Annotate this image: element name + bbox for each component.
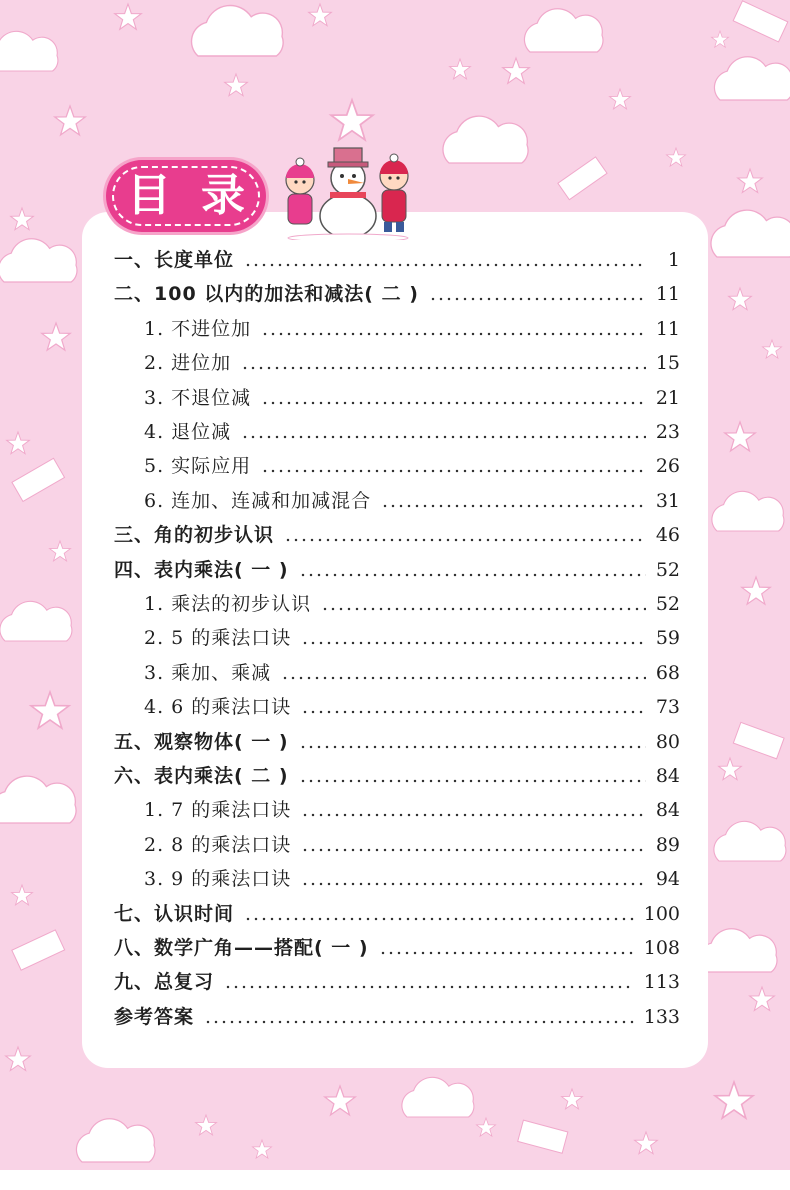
toc-page-number: 46 [655,524,680,547]
toc-chapter-entry[interactable] [114,243,680,273]
toc-entry-label: 2. 5 的乘法口诀 [144,627,292,650]
toc-section-entry[interactable] [144,449,680,479]
toc-dot-leader [299,573,646,577]
toc-section-entry[interactable] [144,862,680,892]
toc-entry-label: 五、观察物体( 一 ) [114,730,289,753]
toc-dot-leader [241,366,646,370]
snowman-kids-illustration [268,140,418,240]
toc-entry-label: 2. 进位加 [144,352,232,375]
toc-page-number: 59 [655,627,680,650]
toc-page-number: 15 [655,352,680,375]
toc-page-number: 94 [655,868,680,891]
toc-dot-leader [301,641,646,645]
toc-dot-leader [224,985,634,989]
toc-section-entry[interactable] [144,621,680,651]
toc-entry-label: 3. 乘加、乘减 [144,661,272,684]
title-char-1: 目 [127,170,171,221]
toc-dot-leader [241,435,646,439]
bottom-margin [0,1170,790,1190]
toc-page-number: 108 [643,937,680,959]
toc-entry-label: 九、总复习 [114,971,215,994]
toc-section-entry[interactable] [144,828,680,858]
toc-page-number: 11 [655,317,680,340]
toc-entry-label: 七、认识时间 [114,902,235,925]
toc-chapter-entry[interactable] [114,931,680,961]
toc-dot-leader [429,297,646,301]
toc-dot-leader [301,710,646,714]
toc-chapter-entry[interactable] [114,553,680,583]
toc-section-entry[interactable] [144,346,680,376]
toc-section-entry[interactable] [144,793,680,823]
toc-entry-label: 三、角的初步认识 [114,524,275,547]
toc-page-number: 52 [655,593,680,615]
toc-page-number: 31 [655,489,680,512]
toc-page-number: 1 [667,249,680,271]
toc-page-number: 11 [655,283,680,306]
toc-page-number: 89 [655,833,680,856]
toc-dot-leader [261,469,646,473]
toc-entry-label: 六、表内乘法( 二 ) [114,765,289,787]
toc-chapter-entry[interactable] [114,759,680,789]
toc-entry-label: 一、长度单位 [114,249,235,271]
toc-dot-leader [301,848,646,852]
toc-page-number: 26 [655,455,680,478]
toc-dot-leader [281,676,646,680]
toc-page-number: 21 [655,386,680,409]
toc-entry-label: 参考答案 [114,1005,195,1028]
toc-entry-label: 1. 不进位加 [144,317,252,340]
toc-chapter-entry[interactable] [114,897,680,927]
toc-entry-label: 二、100 以内的加法和减法( 二 ) [114,283,419,306]
toc-dot-leader [204,1020,634,1024]
toc-dot-leader [381,504,646,508]
toc-entry-label: 1. 7 的乘法口诀 [144,799,292,822]
toc-title-badge [106,160,266,232]
toc-dot-leader [299,779,646,783]
toc-page-number: 84 [655,765,680,787]
toc-entry-label: 3. 9 的乘法口诀 [144,868,292,891]
toc-entry-label: 5. 实际应用 [144,455,252,478]
toc-chapter-entry[interactable] [114,1000,680,1030]
toc-page-number: 113 [643,971,680,994]
toc-page-number: 100 [643,902,680,925]
toc-entry-label: 2. 8 的乘法口诀 [144,833,292,856]
toc-entry-label: 四、表内乘法( 一 ) [114,558,289,581]
toc-section-entry[interactable] [144,312,680,342]
toc-section-entry[interactable] [144,690,680,720]
toc-section-entry[interactable] [144,381,680,411]
toc-entry-label: 4. 6 的乘法口诀 [144,696,292,719]
toc-dot-leader [244,263,646,267]
toc-dot-leader [244,917,634,921]
toc-chapter-entry[interactable] [114,965,680,995]
toc-page-number: 133 [643,1005,680,1028]
toc-entry-label: 八、数学广角——搭配( 一 ) [114,937,369,959]
toc-page-number: 80 [655,730,680,753]
toc-dot-leader [301,882,646,886]
toc-dot-leader [299,745,646,749]
toc-page-number: 73 [655,696,680,719]
toc-dot-leader [379,951,634,955]
toc-dot-leader [284,538,646,542]
toc-entry-label: 6. 连加、连减和加减混合 [144,489,372,512]
toc-dot-leader [301,813,646,817]
toc-entry-label: 1. 乘法的初步认识 [144,593,312,615]
toc-page-number: 84 [655,799,680,822]
toc-chapter-entry[interactable] [114,277,680,307]
toc-section-entry[interactable] [144,587,680,617]
toc-dot-leader [321,607,646,611]
toc-entry-label: 3. 不退位减 [144,386,252,409]
toc-page-number: 23 [655,421,680,443]
toc-dot-leader [261,332,646,336]
toc-section-entry[interactable] [144,484,680,514]
toc-dot-leader [261,401,646,405]
toc-entry-label: 4. 退位减 [144,421,232,443]
title-char-2: 录 [201,170,245,221]
toc-section-entry[interactable] [144,656,680,686]
toc-page-number: 52 [655,558,680,581]
toc-chapter-entry[interactable] [114,725,680,755]
toc-section-entry[interactable] [144,415,680,445]
toc-chapter-entry[interactable] [114,518,680,548]
toc-page-number: 68 [655,661,680,684]
